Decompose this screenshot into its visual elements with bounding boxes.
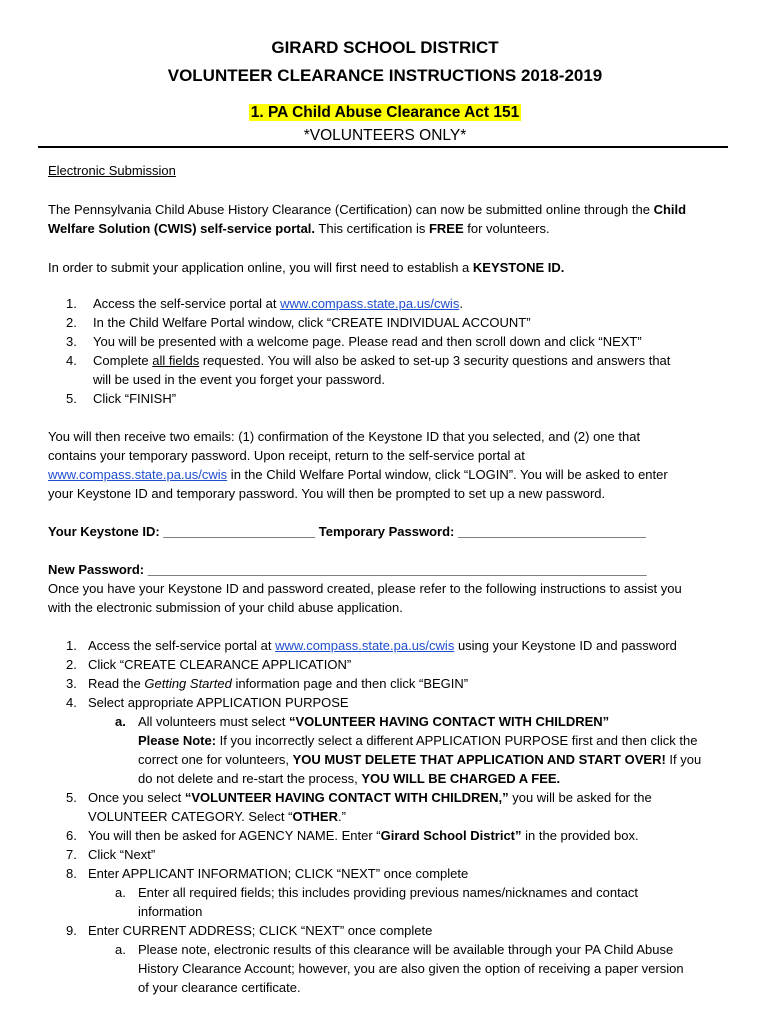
document-title: VOLUNTEER CLEARANCE INSTRUCTIONS 2018-2019	[167, 66, 603, 85]
sublist-letter: a.	[115, 714, 126, 729]
list2-item5-text: Once you select	[88, 790, 185, 805]
girard-bold: Girard School District”	[380, 828, 522, 843]
list1-item1-end: .	[459, 296, 463, 311]
sublist-letter: a.	[115, 885, 126, 900]
sublist-item-line: information	[138, 904, 203, 919]
list-item	[93, 351, 670, 370]
i4a-line2-rest: If you incorrectly select a different APPLICATION PURPOSE first and then click the	[216, 733, 698, 748]
cwis-link-part[interactable]: cwis	[201, 467, 228, 482]
list2-item5-bold: “VOLUNTEER HAVING CONTACT WITH CHILDREN,”	[184, 790, 509, 805]
sublist-item-line	[138, 731, 698, 750]
keystone-intro-text: In order to submit your application online, you will first need to establish a	[48, 260, 473, 275]
list-item: Enter CURRENT ADDRESS; CLICK “NEXT” once complete	[88, 923, 433, 938]
list2-number: 6.	[66, 828, 77, 843]
new-password-field[interactable]: New Password: _____________________________________________________________________	[48, 562, 647, 577]
list2-item5-rest: you will be asked for the	[508, 790, 652, 805]
list2-item6-text: You will then be asked for AGENCY NAME. Enter “	[88, 828, 381, 843]
list1-number: 5.	[66, 391, 77, 406]
please-note-bold: Please Note:	[138, 733, 217, 748]
emails-line-3-rest: in the Child Welfare Portal window, click “LOGIN”. You will be asked to enter	[227, 467, 668, 482]
district-title: GIRARD SCHOOL DISTRICT	[271, 38, 499, 57]
intro-line-1	[48, 200, 738, 219]
list-item	[93, 294, 463, 313]
list1-number: 3.	[66, 334, 77, 349]
section-heading: 1. PA Child Abuse Clearance Act 151	[250, 104, 520, 121]
list1-number: 2.	[66, 315, 77, 330]
list-item: Click “Next”	[88, 847, 156, 862]
intro-text-3: for volunteers.	[463, 221, 550, 236]
list-item: Select appropriate APPLICATION PURPOSE	[88, 695, 349, 710]
list-item: In the Child Welfare Portal window, click “CREATE INDIVIDUAL ACCOUNT”	[93, 315, 531, 330]
emails-line-4: your Keystone ID and temporary password. You will then be prompted to set up a new password.	[48, 486, 606, 501]
divider-rule	[38, 146, 728, 148]
list2-item3-rest: information page and then click “BEGIN”	[231, 676, 469, 691]
keystone-intro	[48, 258, 738, 277]
i5-line2-text: VOLUNTEER CATEGORY. Select “	[88, 809, 293, 824]
intro-text: The Pennsylvania Child Abuse History Clearance (Certification) can now be submitted online through the	[48, 202, 654, 217]
intro-line-2	[48, 219, 738, 238]
list-item	[88, 826, 639, 845]
list2-number: 4.	[66, 695, 77, 710]
list2-number: 3.	[66, 676, 77, 691]
volunteers-only-subheading: *VOLUNTEERS ONLY*	[303, 127, 467, 144]
fee-warning-bold: YOU WILL BE CHARGED A FEE.	[361, 771, 561, 786]
list2-number: 8.	[66, 866, 77, 881]
list1-item4-rest: requested. You will also be asked to set-up 3 security questions and answers that	[199, 353, 671, 368]
list1-item1-text: Access the self-service portal at	[93, 296, 281, 311]
keystone-id-bold: KEYSTONE ID.	[472, 260, 565, 275]
sublist-item-line: of your clearance certificate.	[138, 980, 301, 995]
emails-line-1: You will then receive two emails: (1) confirmation of the Keystone ID that you selected, and (2) one that	[48, 429, 641, 444]
intro-bold-portal: Welfare Solution (CWIS) self-service portal.	[48, 221, 316, 236]
sublist-item-line	[138, 769, 560, 788]
list2-number: 7.	[66, 847, 77, 862]
all-fields-underlined: all fields	[152, 353, 200, 368]
emails-line-2: contains your temporary password. Upon receipt, return to the self-service portal at	[48, 448, 525, 463]
intro-bold: Child	[653, 202, 687, 217]
list-item: Click “CREATE CLEARANCE APPLICATION”	[88, 657, 352, 672]
section-heading-wrap	[0, 104, 770, 122]
list-item: Click “FINISH”	[93, 391, 177, 406]
compass-link[interactable]: www.compass.state.pa.us/cwis	[280, 296, 460, 311]
sublist-item-line	[138, 750, 701, 769]
list-item	[88, 788, 652, 807]
sublist-item-line: Please note, electronic results of this clearance will be available through your PA Child Abuse	[138, 942, 674, 957]
list-item: Enter APPLICANT INFORMATION; CLICK “NEXT” once complete	[88, 866, 469, 881]
list1-number: 4.	[66, 353, 77, 368]
once-line-2: with the electronic submission of your child abuse application.	[48, 600, 403, 615]
list2-number: 1.	[66, 638, 77, 653]
sublist-item-line: History Clearance Account; however, you are also given the option of receiving a paper version	[138, 961, 684, 976]
sublist-item-line: Enter all required fields; this includes providing previous names/nicknames and contact	[138, 885, 639, 900]
list2-item6-rest: in the provided box.	[521, 828, 639, 843]
other-bold: OTHER	[292, 809, 338, 824]
list-item	[88, 674, 468, 693]
keystone-password-fields[interactable]: Your Keystone ID: _____________________ Temporary Password: __________________________	[48, 524, 646, 539]
list-item: You will be presented with a welcome page. Please read and then scroll down and click “NEXT”	[93, 334, 642, 349]
list1-number: 1.	[66, 296, 77, 311]
i4a-bold: “VOLUNTEER HAVING CONTACT WITH CHILDREN”	[289, 714, 610, 729]
list-item	[88, 636, 677, 655]
list1-item4-continued: will be used in the event you forget your password.	[93, 372, 385, 387]
i4a-line4-text: do not delete and re-start the process,	[138, 771, 362, 786]
i4a-text: All volunteers must select	[138, 714, 290, 729]
list2-item1-rest: using your Keystone ID and password	[454, 638, 677, 653]
getting-started-italic: Getting Started	[144, 676, 232, 691]
list2-item5-continued	[88, 807, 346, 826]
once-line-1: Once you have your Keystone ID and password created, please refer to the following instructions to assist you	[48, 581, 682, 596]
list2-number: 2.	[66, 657, 77, 672]
list1-item4-text: Complete	[93, 353, 153, 368]
intro-free: FREE	[428, 221, 464, 236]
sublist-letter: a.	[115, 942, 126, 957]
i4a-line3-rest: If you	[665, 752, 702, 767]
i4a-line3-text: correct one for volunteers,	[138, 752, 293, 767]
list2-item1-text: Access the self-service portal at	[88, 638, 276, 653]
i5-line2-end: .”	[337, 809, 346, 824]
sublist-item-line	[138, 712, 609, 731]
list2-number: 5.	[66, 790, 77, 805]
delete-warning-bold: YOU MUST DELETE THAT APPLICATION AND START OVER!	[292, 752, 666, 767]
compass-link[interactable]: www.compass.state.pa.us/	[48, 467, 202, 482]
list2-number: 9.	[66, 923, 77, 938]
intro-text-2: This certification is	[315, 221, 429, 236]
compass-link[interactable]: www.compass.state.pa.us/cwis	[275, 638, 455, 653]
emails-line-3	[48, 465, 738, 484]
list2-item3-text: Read the	[88, 676, 145, 691]
electronic-submission-label: Electronic Submission	[48, 163, 176, 178]
